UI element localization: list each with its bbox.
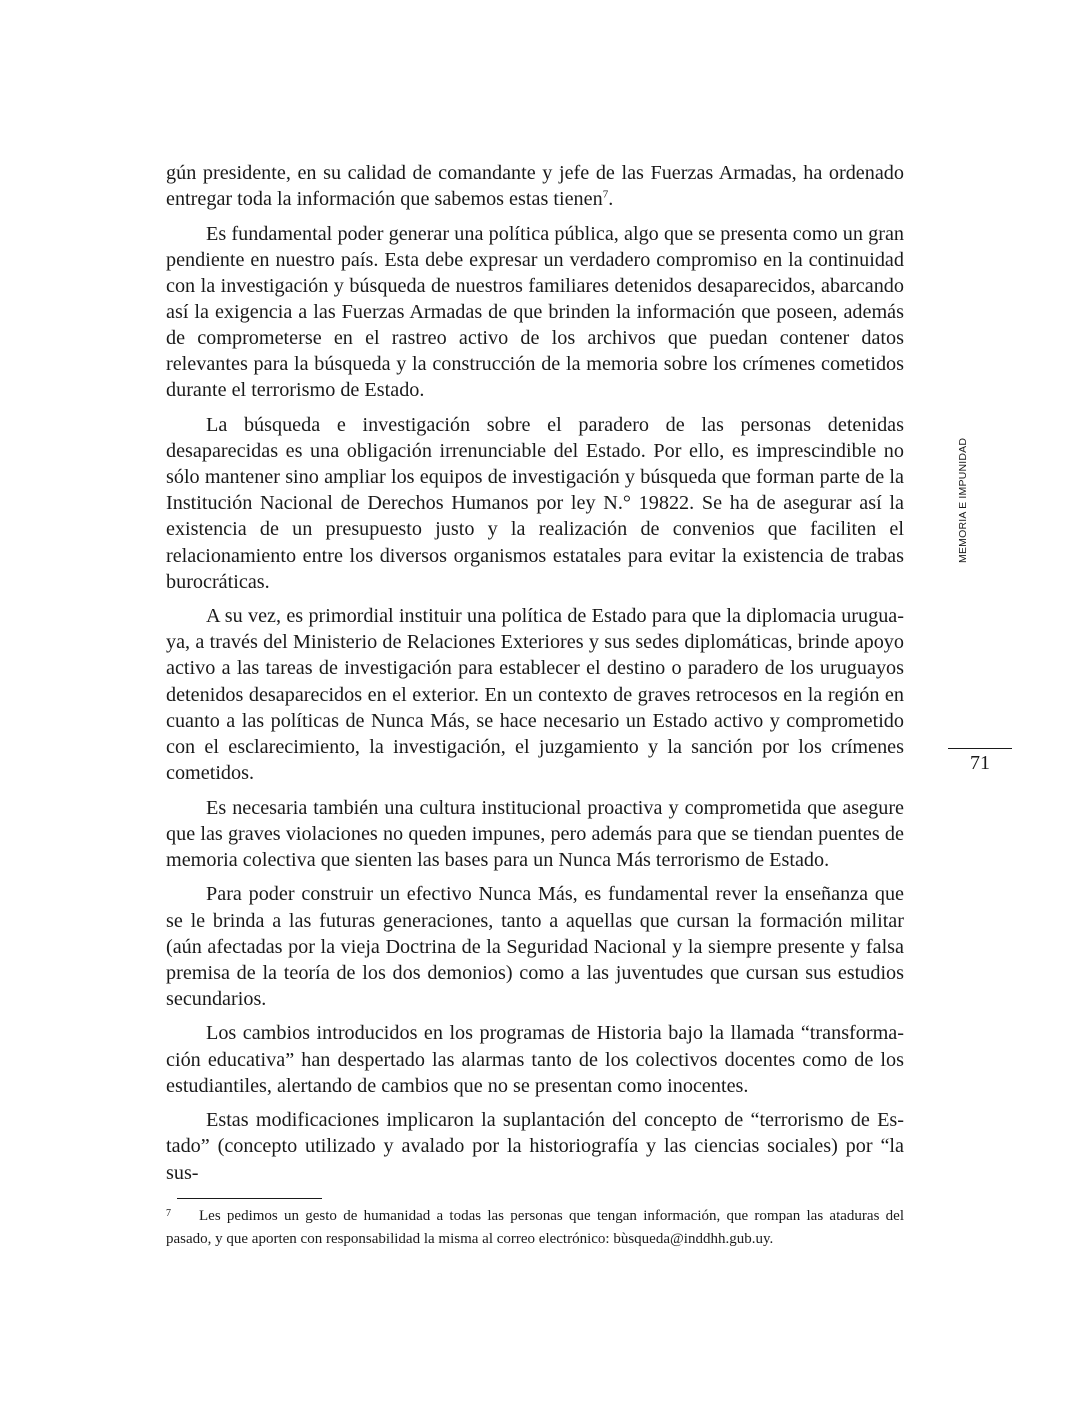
paragraph-1: gún presidente, en su calidad de comandante y jefe de las Fuerzas Armadas, ha ordenado entregar toda la información que sabemos estas tienen$^7$. — [166, 162, 904, 211]
page-number: 71 — [970, 752, 990, 774]
paragraph-2: Es fundamental poder generar una política pública, algo que se presenta como un gran pendiente en nuestro país. Esta debe expresar un verdadero compromiso en la continuidad con la investigación y búsqueda de nuestros familiares detenidos desaparecidos, abarcando así la exigencia a las Fuerzas Armadas de que brinden la información que poseen, además de comprometerse en el rastreo activo de los archivos que puedan contener datos relevantes para la búsqueda y la construcción de la memoria sobre los crímenes cometidos durante el terrorismo de Estado. — [166, 222, 904, 402]
footnote — [166, 1205, 904, 1251]
running-head-text: MEMORIA E IMPUNIDAD — [957, 437, 969, 563]
paragraph-8: Estas modificaciones implicaron la suplantación del concepto de “terrorismo de Estado” (concepto utilizado y avalado por la historiografía y las ciencias sociales) por “la sus- — [166, 1109, 904, 1184]
paragraph-7: Los cambios introducidos en los programas de Historia bajo la llamada “transformación educativa” han despertado las alarmas tanto de los colectivos docentes como de los estudiantiles, alertando de cambios que no se presentan como inocentes. — [166, 1022, 904, 1097]
body-text — [166, 160, 904, 1194]
footnote-text: Les pedimos un gesto de humanidad a todas las personas que tengan información, que rompan las ataduras del pasado, y que aporten con responsabilidad la misma al correo electrónico: bùsqueda@inddhh.gub.uy. — [166, 1208, 904, 1247]
paragraph-3: La búsqueda e investigación sobre el paradero de las personas detenidas desaparecidas es una obligación irrenunciable del Estado. Por ello, es imprescindible no sólo mantener sino ampliar los equipos de investigación y búsqueda que forman parte de la Institución Nacional de Derechos Humanos por ley N.° 19822. Se ha de asegurar así la existencia de un presupuesto justo y la realización de convenios que faciliten el relacionamiento entre los diversos organismos estatales para evitar la existencia de trabas burocráticas. — [166, 414, 904, 593]
footnote-number: 7 — [166, 1208, 171, 1219]
paragraph-6: Para poder construir un efectivo Nunca Más, es fundamental rever la enseñanza que se le brinda a las futuras generaciones, tanto a aquellas que cursan la formación militar (aún afectadas por la vieja Doctrina de la Seguridad Nacional y la siempre presente y falsa premisa de la teoría de los dos demonios) como a las juventudes que cursan sus estudios secundarios. — [166, 883, 904, 1010]
page-number-rule — [948, 748, 1012, 749]
paragraph-4: A su vez, es primordial instituir una política de Estado para que la diplomacia uruguaya, a través del Ministerio de Relaciones Exteriores y sus sedes diplomáticas, brinde apoyo activo a las tareas de investigación para establecer el destino o paradero de los uruguayos detenidos desaparecidos en el exterior. En un contexto de graves retrocesos en la región en cuanto a las políticas de Nunca Más, se hace necesario un Estado activo y comprometido con el esclarecimiento, la investigación, el juzgamiento y la sanción por los crímenes cometidos. — [166, 605, 904, 784]
footnote-divider — [177, 1198, 322, 1199]
footnote-reference[interactable]: 7 — [602, 188, 609, 201]
paragraph-5: Es necesaria también una cultura institucional proactiva y comprometida que asegure que las graves violaciones no queden impunes, pero además para que se tiendan puentes de memoria colectiva que sienten las bases para un Nunca Más terrorismo de Estado. — [166, 796, 904, 871]
